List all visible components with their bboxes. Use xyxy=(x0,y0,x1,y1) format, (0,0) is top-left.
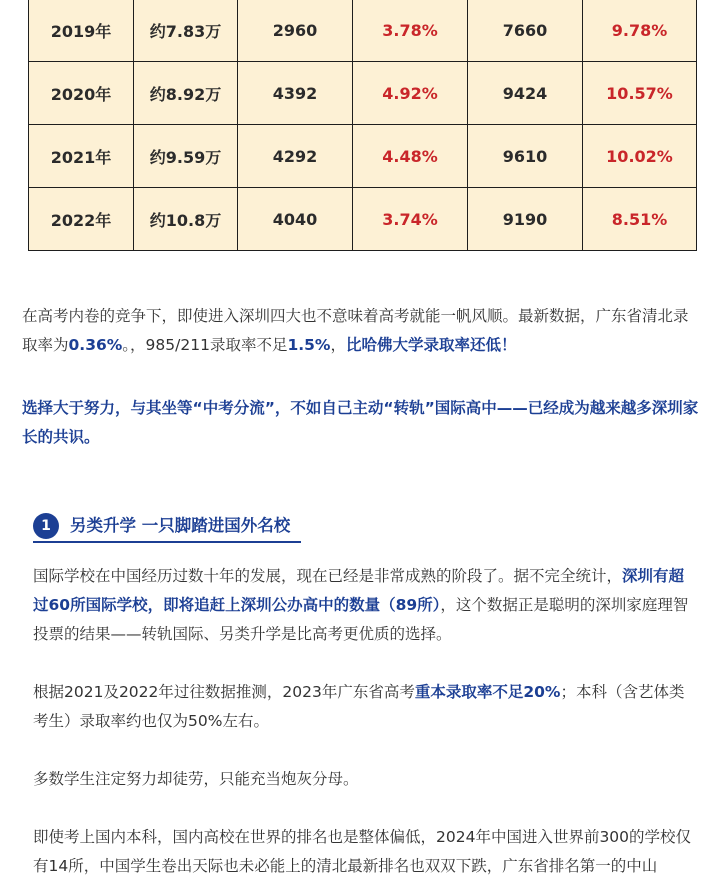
rate-cell: 3.78% xyxy=(353,0,468,62)
paragraph-university-ranking: 即使考上国内本科，国内高校在世界的排名也是整体偏低，2024年中国进入世界前300的学校仅有14所，中国学生卷出天际也未必能上的清北最新排名也双双下跌，广东省排名第一的中山 xyxy=(33,828,692,875)
candidates-cell: 约10.8万 xyxy=(134,188,238,251)
year-cell: 2019年 xyxy=(29,0,134,62)
table-row xyxy=(29,0,697,62)
candidates-cell: 约8.92万 xyxy=(134,62,238,125)
value-cell: 9190 xyxy=(468,188,583,251)
rate-cell: 3.74% xyxy=(353,188,468,251)
highlight-harvard-comparison: 比哈佛大学录取率还低！ xyxy=(345,336,517,354)
value-cell: 4392 xyxy=(238,62,353,125)
highlight-school-count: 深圳有超过60所国际学校，即将追赶上深圳公办高中的数量（89所） xyxy=(33,567,685,614)
value-cell: 7660 xyxy=(468,0,583,62)
candidates-cell: 约7.83万 xyxy=(134,0,238,62)
value-cell: 4040 xyxy=(238,188,353,251)
highlight-985-rate: 1.5% xyxy=(287,336,331,354)
paragraph-admission-rates: 在高考内卷的竞争下，即使进入深圳四大也不意味着高考就能一帆风顺。最新数据，广东省清北录取率为0.36%。，985/211录取率不足1.5%，比哈佛大学录取率还低！ xyxy=(22,307,689,354)
highlight-tier1-rate: 重本录取率不足20% xyxy=(414,683,561,701)
paragraph-futile-effort: 多数学生注定努力却徒劳，只能充当炮灰分母。 xyxy=(33,770,359,788)
paragraph-2023-forecast: 根据2021及2022年过往数据推测，2023年广东省高考重本录取率不足20%；本科（含艺体类考生）录取率约也仅为50%左右。 xyxy=(33,683,685,730)
value-cell: 9424 xyxy=(468,62,583,125)
paragraph-consensus: 选择大于努力，与其坐等“中考分流”，不如自己主动“转轨”国际高中——已经成为越来越多深圳家长的共识。 xyxy=(22,399,699,446)
year-cell: 2020年 xyxy=(29,62,134,125)
year-cell: 2022年 xyxy=(29,188,134,251)
admission-stats-table xyxy=(28,0,697,251)
section-number-badge: 1 xyxy=(33,513,59,539)
rate-cell: 10.57% xyxy=(583,62,697,125)
table-row xyxy=(29,188,697,251)
section-title: 另类升学 一只脚踏进国外名校 xyxy=(70,516,291,535)
year-cell: 2021年 xyxy=(29,125,134,188)
table-row xyxy=(29,62,697,125)
candidates-cell: 约9.59万 xyxy=(134,125,238,188)
value-cell: 4292 xyxy=(238,125,353,188)
highlight-qingbei-rate: 0.36% xyxy=(68,336,123,354)
section-heading xyxy=(33,511,301,543)
rate-cell: 4.48% xyxy=(353,125,468,188)
table-row xyxy=(29,125,697,188)
rate-cell: 10.02% xyxy=(583,125,697,188)
rate-cell: 8.51% xyxy=(583,188,697,251)
rate-cell: 9.78% xyxy=(583,0,697,62)
value-cell: 2960 xyxy=(238,0,353,62)
paragraph-international-schools: 国际学校在中国经历过数十年的发展，现在已经是非常成熟的阶段了。据不完全统计，深圳有超过60所国际学校，即将追赶上深圳公办高中的数量（89所），这个数据正是聪明的深圳家庭理智投票的结果——转轨国际、另类升学是比高考更优质的选择。 xyxy=(33,567,689,643)
value-cell: 9610 xyxy=(468,125,583,188)
rate-cell: 4.92% xyxy=(353,62,468,125)
